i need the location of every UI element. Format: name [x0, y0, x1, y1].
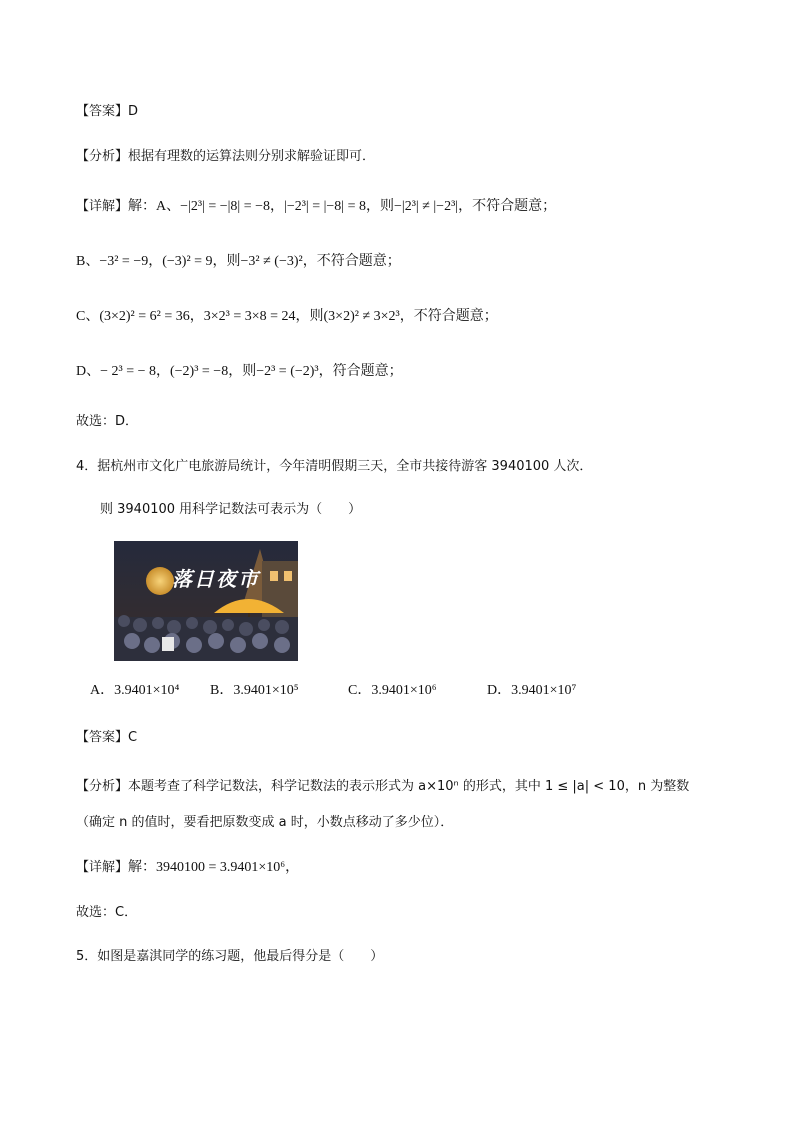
- analysis-line: [76, 147, 375, 167]
- answer-line-2: [76, 728, 137, 748]
- photo-calligraphy-title: 落日夜市: [172, 567, 260, 591]
- choice-line: 故选：D．: [76, 414, 139, 429]
- detail-line-d: D、− 2³ = − 8，(−2)³ = −8，则−2³ = (−2)³，符合题意；: [76, 364, 403, 379]
- detail-line-c: C、(3×2)² = 6² = 36，3×2³ = 3×8 = 24，则(3×2)² ≠ 3×2³，不符合题意；: [76, 309, 498, 324]
- night-market-illustration: [114, 541, 298, 661]
- analysis-text: 本题考查了科学记数法，科学记数法的表示形式为 a×10ⁿ 的形式，其中 1 ≤ |a| < 10，n 为整数: [128, 779, 690, 794]
- question-4-stem: 4．据杭州市文化广电旅游局统计，今年清明假期三天，全市共接待游客 3940100 人次．: [76, 459, 593, 474]
- option-c: C．3.9401×10⁶: [348, 683, 437, 698]
- answer-tag: 【答案】: [76, 104, 129, 119]
- answer-line: [76, 102, 138, 122]
- analysis-tag: 【分析】: [76, 149, 129, 164]
- answer-value: C: [128, 730, 138, 745]
- analysis-line-2: [76, 777, 689, 797]
- detail-line-a: [76, 197, 556, 217]
- analysis-line-2b: （确定 n 的值时，要看把原数变成 a 时，小数点移动了多少位）．: [76, 815, 454, 830]
- night-market-photo: [114, 541, 298, 661]
- choice-line-2: 故选：C．: [76, 905, 138, 920]
- option-b: B．3.9401×10⁵: [210, 683, 299, 698]
- question-4-sub: 则 3940100 用科学记数法可表示为（ ）: [100, 502, 362, 517]
- detail-text: 解：3940100 = 3.9401×10⁶，: [128, 860, 300, 875]
- detail-a-text: 解：A、−|2³| = −|8| = −8，|−2³| = |−8| = 8，则−|2³| ≠ |−2³|，不符合题意；: [128, 199, 557, 214]
- detail-line-b: B、−3² = −9，(−3)² = 9，则−3² ≠ (−3)²，不符合题意；: [76, 254, 401, 269]
- answer-tag: 【答案】: [76, 730, 129, 745]
- option-a: A．3.9401×10⁴: [90, 683, 180, 698]
- question-5-stem: 5．如图是嘉淇同学的练习题，他最后得分是（ ）: [76, 949, 384, 964]
- detail-line-2: [76, 858, 299, 878]
- answer-value: D: [128, 104, 139, 119]
- analysis-text: 根据有理数的运算法则分别求解验证即可．: [128, 149, 376, 164]
- option-d: D．3.9401×10⁷: [487, 683, 577, 698]
- detail-tag: 【详解】: [76, 860, 129, 875]
- detail-tag: 【详解】: [76, 199, 129, 214]
- analysis-tag: 【分析】: [76, 779, 129, 794]
